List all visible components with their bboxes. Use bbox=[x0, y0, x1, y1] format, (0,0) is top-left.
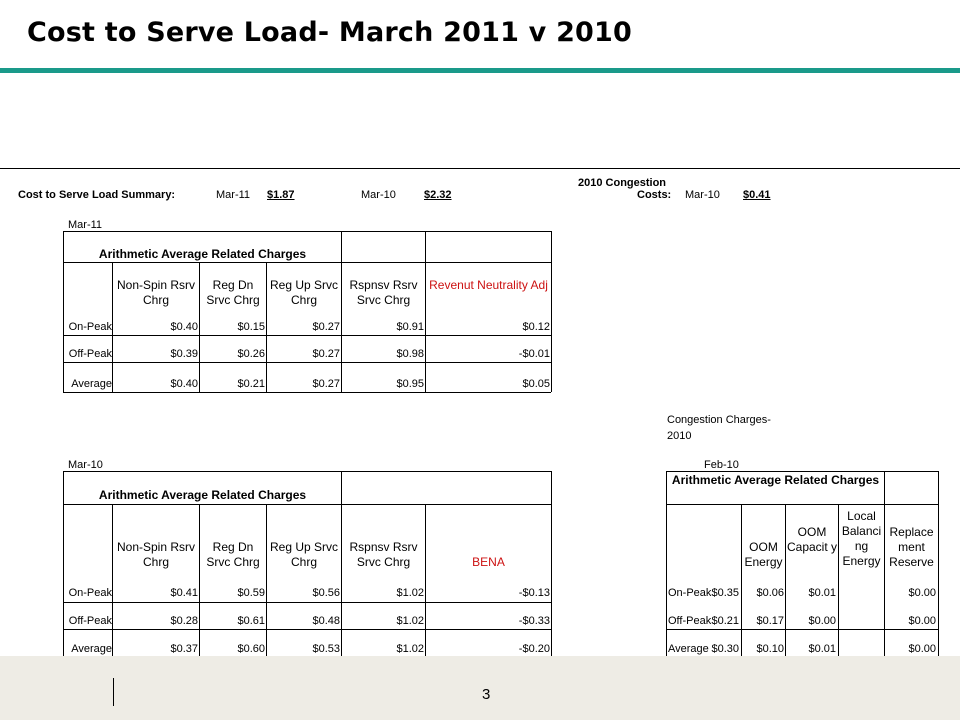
table3-col-header: Local Balanci ng Energy bbox=[841, 509, 882, 568]
table3-cell: $0.00 bbox=[908, 615, 936, 627]
table2-cell: $0.48 bbox=[312, 615, 340, 627]
table2-cell: $1.02 bbox=[396, 615, 424, 627]
footer-bar bbox=[0, 656, 960, 720]
table3-cell: $0.21 bbox=[711, 615, 739, 627]
table3-cell: $0.01 bbox=[808, 643, 836, 655]
footer-divider bbox=[113, 678, 114, 706]
congestion-note-line1: Congestion Charges- bbox=[667, 414, 771, 426]
table3-row-label: Off-Peak bbox=[668, 615, 712, 627]
table2-cell: $0.60 bbox=[237, 643, 265, 655]
table3-cell: $0.00 bbox=[908, 643, 936, 655]
table1-row-label: On-Peak bbox=[68, 321, 112, 333]
table3-month: Feb-10 bbox=[704, 459, 739, 471]
congestion-label-1: 2010 Congestion bbox=[578, 177, 667, 189]
table1-col-header: Reg Up Srvc Chrg bbox=[269, 278, 339, 307]
congestion-month: Mar-10 bbox=[685, 189, 720, 201]
page-title: Cost to Serve Load- March 2011 v 2010 bbox=[27, 17, 633, 48]
table2-cell: -$0.13 bbox=[518, 587, 550, 599]
table3-col-header: OOM Capacit y bbox=[786, 525, 838, 554]
table2-col-header: Reg Up Srvc Chrg bbox=[269, 540, 339, 569]
table2-group-header: Arithmetic Average Related Charges bbox=[98, 488, 307, 502]
table3-group-header: Arithmetic Average Related Charges bbox=[671, 473, 880, 487]
table1-col-header: Rspnsv Rsrv Srvc Chrg bbox=[349, 278, 418, 307]
table1-month: Mar-11 bbox=[68, 219, 103, 231]
table1-cell: $0.27 bbox=[312, 378, 340, 390]
table2-cell: $0.59 bbox=[237, 587, 265, 599]
table2-cell: $0.53 bbox=[312, 643, 340, 655]
table2-row-label: Off-Peak bbox=[68, 615, 112, 627]
table2-cell: $0.61 bbox=[237, 615, 265, 627]
table1-cell: $0.27 bbox=[312, 321, 340, 333]
table1-cell: $0.91 bbox=[396, 321, 424, 333]
table1-cell: $0.21 bbox=[237, 378, 265, 390]
table3-cell: $0.17 bbox=[756, 615, 784, 627]
spreadsheet bbox=[0, 168, 960, 659]
congestion-note-line2: 2010 bbox=[667, 430, 692, 442]
summary-value-2: $2.32 bbox=[424, 189, 452, 201]
table1-cell: -$0.01 bbox=[518, 348, 550, 360]
table1-row-label: Off-Peak bbox=[68, 348, 112, 360]
table2-cell: $0.28 bbox=[170, 615, 198, 627]
table1-row-label: Average bbox=[71, 378, 112, 390]
table3-cell: $0.10 bbox=[756, 643, 784, 655]
table1-cell: $0.27 bbox=[312, 348, 340, 360]
table3-row-label: On-Peak bbox=[668, 587, 712, 599]
table3-col-header: Replace ment Reserve bbox=[889, 525, 934, 569]
table1-cell: $0.12 bbox=[522, 321, 550, 333]
table2-col-header: Reg Dn Srvc Chrg bbox=[206, 540, 260, 569]
table2-cell: $0.37 bbox=[170, 643, 198, 655]
table1-col-header: Revenut Neutrality Adj bbox=[429, 278, 548, 292]
table1-col-header: Reg Dn Srvc Chrg bbox=[206, 278, 260, 307]
table1-cell: $0.26 bbox=[237, 348, 265, 360]
table2-cell: -$0.20 bbox=[518, 643, 550, 655]
table2-cell: -$0.33 bbox=[518, 615, 550, 627]
congestion-label-2: Costs: bbox=[637, 189, 672, 201]
table3-row-label: Average bbox=[668, 643, 709, 655]
table3-cell: $0.06 bbox=[756, 587, 784, 599]
table3-col-header: OOM Energy bbox=[744, 540, 783, 569]
table1-cell: $0.39 bbox=[170, 348, 198, 360]
table2-col-header: BENA bbox=[472, 555, 505, 569]
table3-cell: $0.01 bbox=[808, 587, 836, 599]
table3-cell: $0.00 bbox=[908, 587, 936, 599]
table1-cell: $0.98 bbox=[396, 348, 424, 360]
summary-value-1: $1.87 bbox=[267, 189, 295, 201]
table1-cell: $0.40 bbox=[170, 321, 198, 333]
table2-cell: $1.02 bbox=[396, 587, 424, 599]
congestion-value: $0.41 bbox=[743, 189, 771, 201]
table1-cell: $0.95 bbox=[396, 378, 424, 390]
table2-cell: $0.41 bbox=[170, 587, 198, 599]
table2-col-header: Rspnsv Rsrv Srvc Chrg bbox=[349, 540, 418, 569]
table3-cell: $0.00 bbox=[808, 615, 836, 627]
summary-month-2: Mar-10 bbox=[361, 189, 396, 201]
table2-row-label: Average bbox=[71, 643, 112, 655]
title-underline-bar bbox=[0, 68, 960, 73]
page-number: 3 bbox=[482, 686, 491, 703]
table2-month: Mar-10 bbox=[68, 459, 103, 471]
table1-col-header: Non-Spin Rsrv Chrg bbox=[116, 278, 196, 307]
table1-cell: $0.40 bbox=[170, 378, 198, 390]
table2-col-header: Non-Spin Rsrv Chrg bbox=[116, 540, 196, 569]
table1-cell: $0.05 bbox=[522, 378, 550, 390]
summary-month-1: Mar-11 bbox=[216, 189, 251, 201]
table2-cell: $0.56 bbox=[312, 587, 340, 599]
summary-label: Cost to Serve Load Summary: bbox=[18, 189, 176, 201]
table3-cell: $0.35 bbox=[711, 587, 739, 599]
table3-cell: $0.30 bbox=[711, 643, 739, 655]
table2-row-label: On-Peak bbox=[68, 587, 112, 599]
table2-cell: $1.02 bbox=[396, 643, 424, 655]
table1-cell: $0.15 bbox=[237, 321, 265, 333]
table1-group-header: Arithmetic Average Related Charges bbox=[98, 247, 307, 261]
